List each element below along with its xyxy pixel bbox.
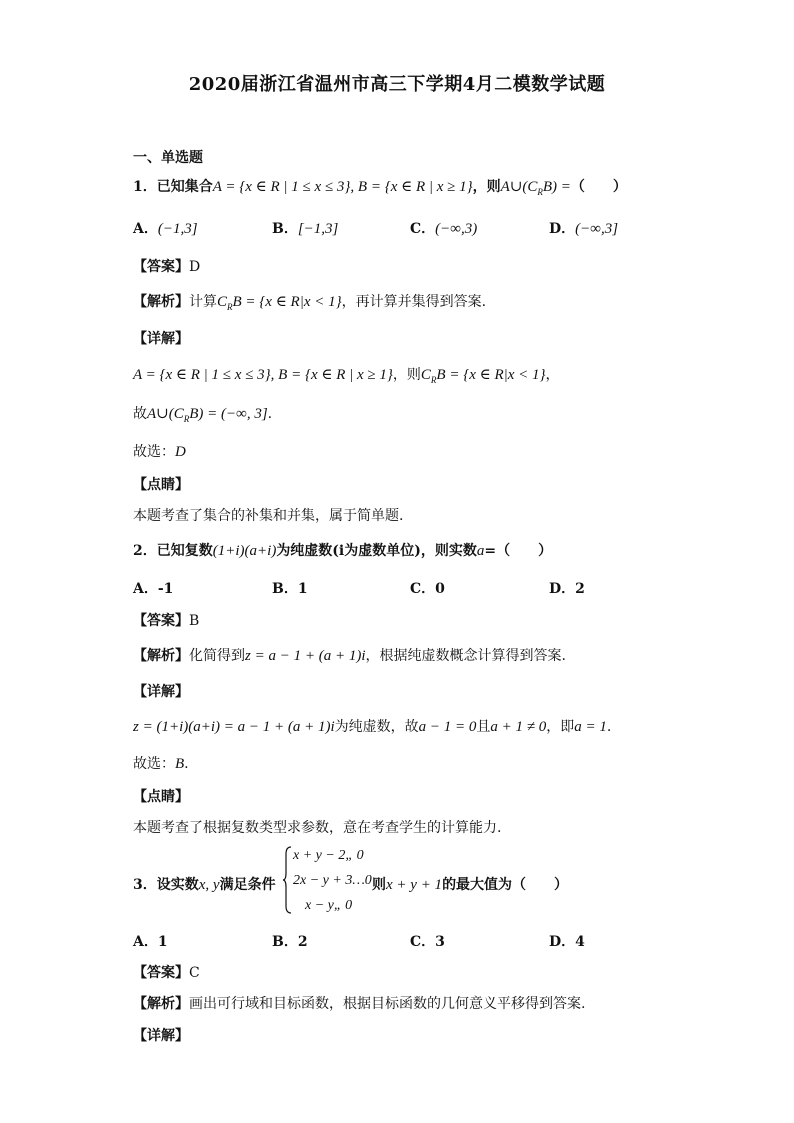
page-title: 2020届浙江省温州市高三下学期4月二模数学试题 — [188, 74, 606, 95]
q3-option-d: D．4 — [549, 934, 585, 950]
q2-option-c: C．0 — [410, 581, 445, 597]
q3-answer: 【答案】C — [133, 965, 200, 981]
q2-option-b: B．1 — [272, 581, 308, 597]
q1-paren: （ ） — [570, 179, 627, 195]
q1-detail-line-1: A = {x ∈ R | 1 ≤ x ≤ 3}, B = {x ∈ R | x ≥ 1}，则$C_RB = \{x$ ∈ R|x < 1}， — [133, 367, 560, 385]
system-brace — [282, 846, 292, 914]
q1-analysis: 【解析】计算$C_RB = \{x$ ∈ R|x < 1}，再计算并集得到答案. — [133, 294, 487, 312]
q1-answer: 【答案】D — [133, 259, 201, 275]
question-3-stem-post: 则x + y + 1的最大值为（ ） — [372, 877, 569, 893]
q1-detail-heading: 【详解】 — [133, 331, 189, 347]
q2-analysis: 【解析】化简得到z = a − 1 + (a + 1)i，根据纯虚数概念计算得到答案. — [133, 648, 566, 664]
question-1-stem — [133, 176, 627, 197]
q1-expr-math: A∪(C — [500, 179, 538, 195]
q3-option-b: B．2 — [272, 934, 308, 950]
q1-option-d: D．(−∞,3] — [549, 221, 619, 237]
q1-comment: 本题考查了集合的补集和并集，属于简单题. — [133, 508, 404, 524]
q1-option-a: A．(−1,3] — [133, 221, 198, 237]
q2-option-a: A．-1 — [133, 581, 174, 597]
question-3-stem-pre: 3．设实数x, y满足条件 — [133, 877, 276, 893]
q2-answer: 【答案】B — [133, 613, 200, 629]
q2-detail-line: z = (1+i)(a+i) = a − 1 + (a + 1)i为纯虚数，故a − 1 = 0且a + 1 ≠ 0，即a = 1. — [133, 719, 612, 735]
system-line-2: 2x − y + 3…0 — [293, 873, 372, 888]
section-heading: 一、单选题 — [133, 150, 203, 166]
q2-comment: 本题考查了根据复数类型求参数，意在考查学生的计算能力. — [133, 820, 502, 836]
q1-stem-mid: ，则 — [472, 179, 501, 195]
system-line-3: x − y„ 0 — [305, 898, 353, 913]
q3-option-a: A．1 — [133, 934, 168, 950]
q2-detail-heading: 【详解】 — [133, 684, 189, 700]
q3-analysis: 【解析】画出可行域和目标函数，根据目标函数的几何意义平移得到答案. — [133, 996, 586, 1012]
q3-detail-heading: 【详解】 — [133, 1028, 189, 1044]
q1-choose: 故选：D — [133, 444, 186, 460]
q3-option-c: C．3 — [410, 934, 445, 950]
q1-detail-line-2: 故$A\cup(C_RB)$ = (−∞, 3]. — [133, 406, 273, 424]
system-line-1: x + y − 2„ 0 — [293, 848, 364, 863]
q1-option-c: C．(−∞,3) — [410, 221, 478, 237]
q1-option-b: B．[−1,3] — [272, 221, 339, 237]
q1-stem-text: 1．已知集合 — [133, 179, 213, 195]
q2-option-d: D．2 — [549, 581, 585, 597]
q1-expr-math2: B) = — [542, 179, 571, 195]
q1-sets-math: A = {x ∈ R | 1 ≤ x ≤ 3}, B = {x ∈ R | x ≥ 1} — [212, 179, 473, 195]
question-2-stem: 2．已知复数(1+i)(a+i)为纯虚数(i为虚数单位)，则实数a=（ ） — [133, 543, 553, 559]
q1-comment-heading: 【点睛】 — [133, 477, 189, 493]
q2-choose: 故选：B. — [133, 756, 189, 772]
q1-expr-sub: R — [537, 186, 543, 197]
q2-comment-heading: 【点睛】 — [133, 789, 189, 805]
